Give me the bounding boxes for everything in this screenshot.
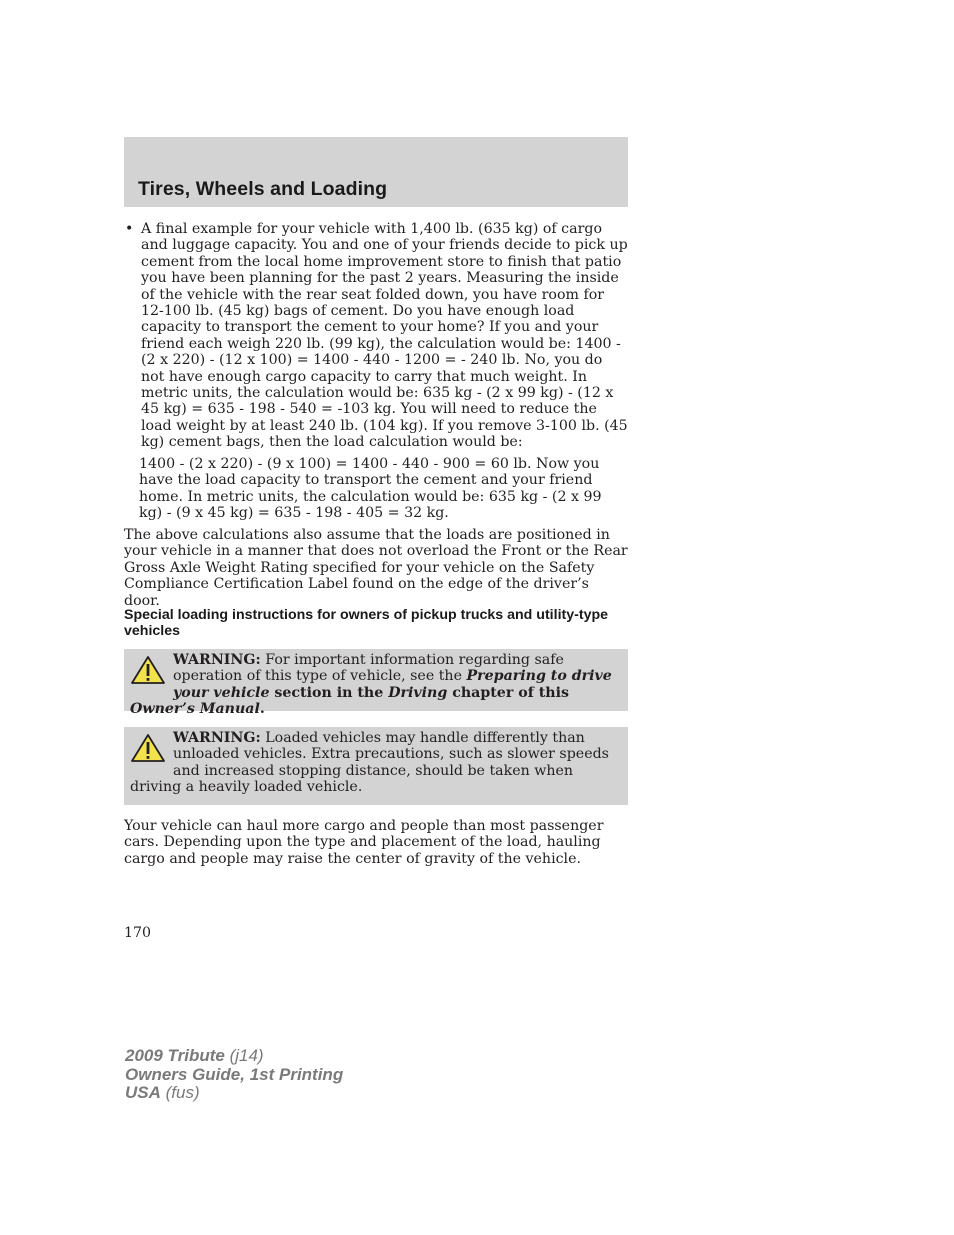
warning-ref-chapter: Driving [388, 684, 448, 701]
paragraph-center-of-gravity: Your vehicle can haul more cargo and people than most passenger cars. Depending upon the type and placement of the load, hauling cargo and people may raise the center of gravity of the vehicle. [124, 818, 604, 867]
footer-model: 2009 Tribute [125, 1046, 225, 1065]
warning-label: WARNING: [173, 652, 261, 668]
page-number: 170 [124, 925, 152, 941]
footer-guide-edition: Owners Guide, 1st Printing [125, 1064, 344, 1084]
section-title: Tires, Wheels and Loading [138, 178, 388, 200]
paragraph-load-position: The above calculations also assume that the loads are positioned in your vehicle in a manner that does not overload the Front or the Rear Gross Axle Weight Rating specified for your vehicle on the Safety Compliance Certification Label found on the edge of the driver’s door. [124, 527, 628, 609]
warning-ref-manual: Owner’s Manual [130, 701, 260, 718]
footer-market: USA [125, 1083, 161, 1102]
warning-ref-section: Preparing to drive your vehicle [173, 668, 612, 701]
warning-text: chapter of this [447, 684, 570, 701]
warning-text: Loaded vehicles may handle differently than unloaded vehicles. Extra precautions, such as slower speeds and increased stopping distance, should be taken when driving a heavily loaded vehicle. [130, 730, 609, 796]
footer-model-code: (j14) [224, 1046, 264, 1065]
bullet-text: A final example for your vehicle with 1,400 lb. (635 kg) of cargo and luggage capacity. You and one of your friends decide to pick up cement from the local home improvement store to finish that patio you have been planning for the past 2 years. Measuring the inside of the vehicle with the rear seat folded down, you have room for 12-100 lb. (45 kg) bags of cement. Do you have enough load capacity to transport the cement to your home? If you and your friend each weigh 220 lb. (99 kg), the calculation would be: 1400 - (2 x 220) - (12 x 100) = 1400 - 440 - 1200 = - 240 lb. No, you do not have enough cargo capacity to carry that much weight. In metric units, the calculation would be: 635 kg - (2 x 99 kg) - (12 x 45 kg) = 635 - 198 - 540 = -103 kg. You will need to reduce the load weight by at least 240 lb. (104 kg). If you remove 3-100 lb. (45 kg) cement bags, then the load calculation would be: [141, 221, 628, 451]
bullet-item [124, 221, 628, 451]
warning-label: WARNING: [173, 730, 261, 746]
calculation-text: 1400 - (2 x 220) - (9 x 100) = 1400 - 440 - 900 = 60 lb. Now you have the load capacity to transport the cement and your friend home. In metric units, the calculation would be: 635 kg - (2 x 99 kg) - (9 x 45 kg) = 635 - 198 - 405 = 32 kg. [139, 456, 602, 522]
warning-box-safe-operation [124, 649, 628, 718]
warning-box-loaded-vehicles [124, 727, 628, 805]
section-header-band [124, 137, 628, 207]
warning-text: section in the [269, 684, 389, 701]
footer-print-info [125, 1047, 343, 1103]
warning-triangle-icon [130, 655, 166, 685]
footer-market-code: (fus) [160, 1083, 200, 1102]
warning-text: For important information regarding safe operation of this type of vehicle, see the [173, 652, 564, 685]
warning-text: . [259, 701, 265, 718]
subheading-pickup-trucks: Special loading instructions for owners of pickup trucks and utility-type vehicles [124, 607, 609, 640]
bullet-marker: • [125, 221, 134, 237]
warning-triangle-icon [130, 733, 166, 763]
